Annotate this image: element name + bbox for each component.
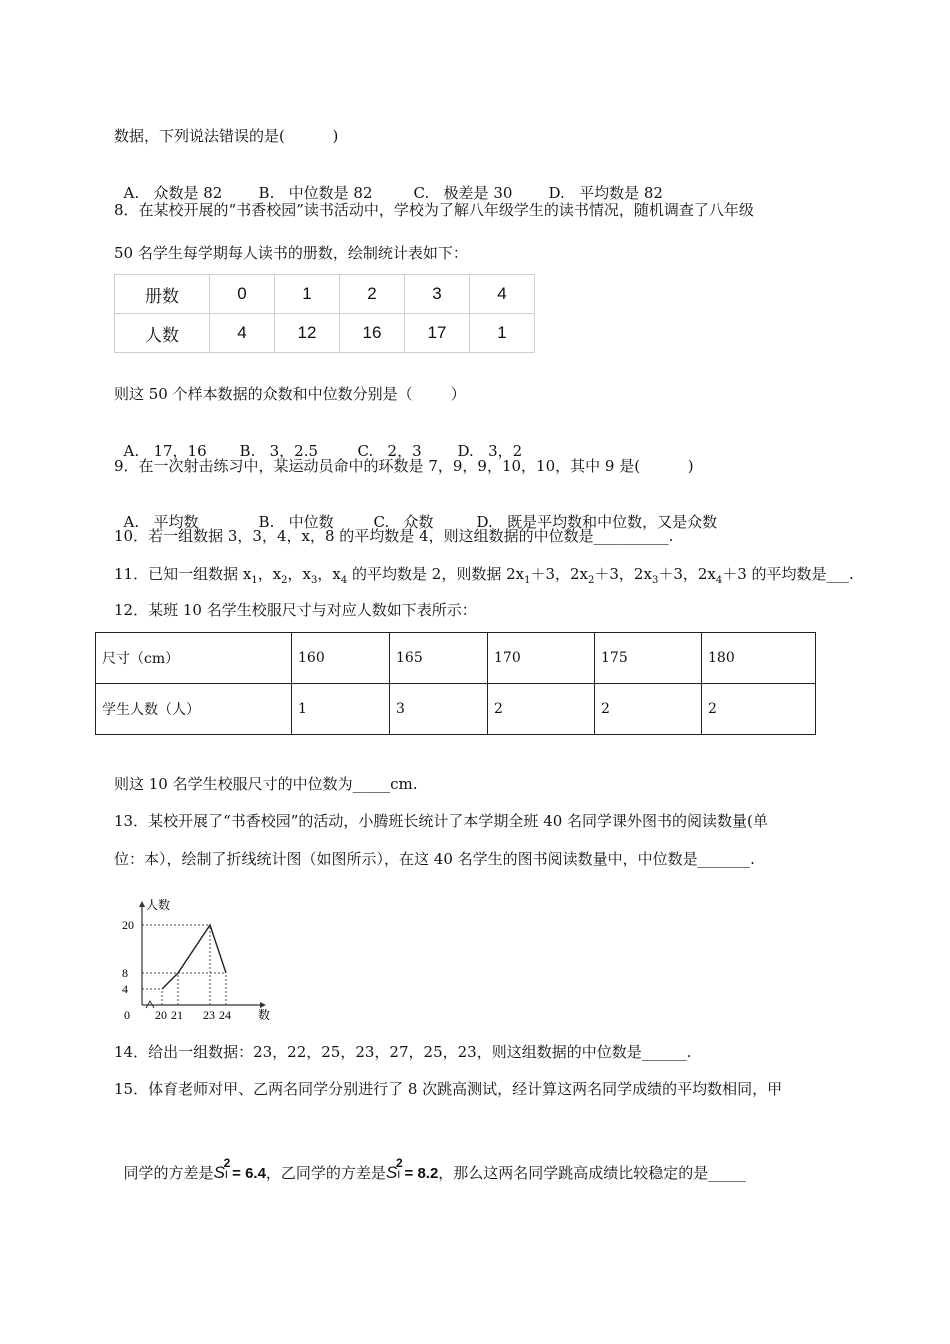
variance-value-2: = 8.2: [400, 1165, 439, 1182]
q7-options: [114, 163, 663, 203]
q11-sub: 3: [311, 575, 318, 586]
q11-text: ，x: [287, 565, 312, 583]
x-tick-label: 24: [219, 1008, 231, 1020]
sub-letter: I: [397, 1169, 401, 1181]
x-tick-label: 23: [203, 1008, 215, 1020]
q7-option-c: C. 极差是 30: [413, 184, 513, 202]
table-cell: 16: [340, 314, 405, 353]
q7-option-d: D. 平均数是 82: [548, 184, 663, 202]
table-cell: 175: [595, 633, 702, 684]
q15-text: ，乙同学的方差是: [265, 1164, 386, 1182]
table-cell: 1: [470, 314, 535, 353]
q8-option-d: D. 3，2: [457, 442, 523, 460]
table-cell: 1: [292, 684, 390, 735]
variance-symbol-1: [213, 1156, 231, 1185]
series-line: [162, 925, 226, 989]
table-cell: 学生人数（人）: [96, 684, 292, 735]
q15-text: 同学的方差是: [123, 1164, 214, 1182]
table-cell: 3: [405, 275, 470, 314]
x-tick-label: 21: [171, 1008, 183, 1020]
q8-table: [114, 274, 535, 353]
q11-sub: 3: [651, 575, 659, 586]
q8-option-b: B. 3，2.5: [239, 442, 319, 460]
q12-table: [95, 632, 816, 735]
q8-question: 则这 50 个样本数据的众数和中位数分别是（ ）: [114, 385, 466, 403]
q11-sub: 2: [588, 575, 595, 586]
q13-stem-line2: 位：本），绘制了折线统计图（如图所示），在这 40 名学生的图书阅读数量中，中位数是_______.: [114, 850, 755, 868]
sup-digit: 2: [395, 1156, 403, 1170]
table-cell: 170: [488, 633, 595, 684]
q12-question: 则这 10 名学生校服尺寸的中位数为_____cm.: [114, 775, 418, 793]
x-axis-label: 数: [258, 1008, 271, 1020]
variance-symbol-2: [385, 1156, 403, 1185]
table-cell: 4: [470, 275, 535, 314]
q11-stem: [114, 564, 854, 591]
y-tick-label: 8: [122, 966, 128, 980]
q11-text: ，x: [257, 565, 282, 583]
table-cell: 12: [275, 314, 340, 353]
table-row: [96, 684, 816, 735]
q9-option-b: B. 中位数: [258, 513, 334, 531]
table-cell: 册数: [115, 275, 210, 314]
table-cell: 160: [292, 633, 390, 684]
q7-option-b: B. 中位数是 82: [258, 184, 373, 202]
sup-digit: 2: [223, 1156, 231, 1170]
q11-text: 11．已知一组数据 x: [114, 565, 252, 583]
y-axis-label: 人数: [146, 898, 171, 912]
q9-option-c: C. 众数: [373, 513, 434, 531]
table-cell: 尺寸（cm）: [96, 633, 292, 684]
table-cell: 1: [275, 275, 340, 314]
q12-stem: 12．某班 10 名学生校服尺寸与对应人数如下表所示：: [114, 601, 477, 619]
q9-option-a: A. 平均数: [123, 513, 199, 531]
table-cell: 人数: [115, 314, 210, 353]
y-tick-label: 4: [122, 982, 128, 996]
q11-sub: 4: [715, 575, 723, 586]
sub-letter: I: [224, 1169, 228, 1181]
variance-value-1: = 6.4: [227, 1165, 266, 1182]
q14-stem: 14．给出一组数据：23，22，25，23，27，25，23，则这组数据的中位数是______.: [114, 1043, 692, 1061]
table-cell: 2: [488, 684, 595, 735]
table-row: [115, 275, 535, 314]
q11-text: ＋3，2x: [530, 565, 589, 583]
table-row: [96, 633, 816, 684]
q8-option-c: C. 2，3: [357, 442, 422, 460]
table-cell: 180: [702, 633, 816, 684]
q11-text: ＋3 的平均数是___.: [722, 565, 854, 583]
table-cell: 3: [390, 684, 488, 735]
q8-options: [114, 421, 522, 461]
q8-stem-line2: 50 名学生每学期每人读书的册数，绘制统计表如下：: [114, 244, 468, 262]
y-tick-label: 20: [122, 918, 134, 932]
q15-text: ，那么这两名同学跳高成绩比较稳定的是_____: [438, 1164, 746, 1182]
q8-option-a: A. 17，16: [123, 442, 207, 460]
q15-stem-line2: [114, 1143, 746, 1185]
y-tick-label: 0: [124, 1008, 130, 1020]
table-row: [115, 314, 535, 353]
x-tick-label: 20: [155, 1008, 167, 1020]
table-cell: 4: [210, 314, 275, 353]
s-letter: S: [385, 1163, 398, 1182]
q11-sub: 1: [524, 575, 531, 586]
q11-text: ＋3，2x: [594, 565, 652, 583]
table-cell: 0: [210, 275, 275, 314]
q11-text: 的平均数是 2，则数据 2x: [347, 565, 525, 583]
q8-stem-line1: 8．在某校开展的“书香校园”读书活动中，学校为了解八年级学生的读书情况，随机调查了八年级: [114, 201, 754, 219]
q13-stem-line1: 13．某校开展了“书香校园”的活动，小腾班长统计了本学期全班 40 名同学课外图书的阅读数量(单: [114, 812, 768, 830]
q11-text: ，x: [317, 565, 341, 583]
q10-stem: 10．若一组数据 3，3，4，x，8 的平均数是 4，则这组数据的中位数是__________.: [114, 527, 674, 545]
y-axis-arrow: [139, 901, 145, 907]
table-cell: 2: [340, 275, 405, 314]
table-cell: 2: [702, 684, 816, 735]
q9-stem: 9．在一次射击练习中，某运动员命中的环数是 7，9，9，10，10，其中 9 是( ): [114, 457, 694, 475]
q9-option-d: D. 既是平均数和中位数，又是众数: [476, 513, 718, 531]
q11-text: ＋3，2x: [658, 565, 716, 583]
line-chart-svg: [112, 895, 272, 1020]
s-letter: S: [213, 1163, 225, 1182]
q13-line-chart: [112, 895, 272, 1024]
q7-stem: 数据，下列说法错误的是( ): [114, 127, 339, 145]
q15-stem-line1: 15．体育老师对甲、乙两名同学分别进行了 8 次跳高测试，经计算这两名同学成绩的平均数相同，甲: [114, 1080, 783, 1098]
table-cell: 165: [390, 633, 488, 684]
table-cell: 2: [595, 684, 702, 735]
q11-sub: 4: [340, 575, 348, 586]
q11-sub: 1: [251, 575, 258, 586]
q7-option-a: A. 众数是 82: [123, 184, 223, 202]
table-cell: 17: [405, 314, 470, 353]
q11-sub: 2: [281, 575, 288, 586]
